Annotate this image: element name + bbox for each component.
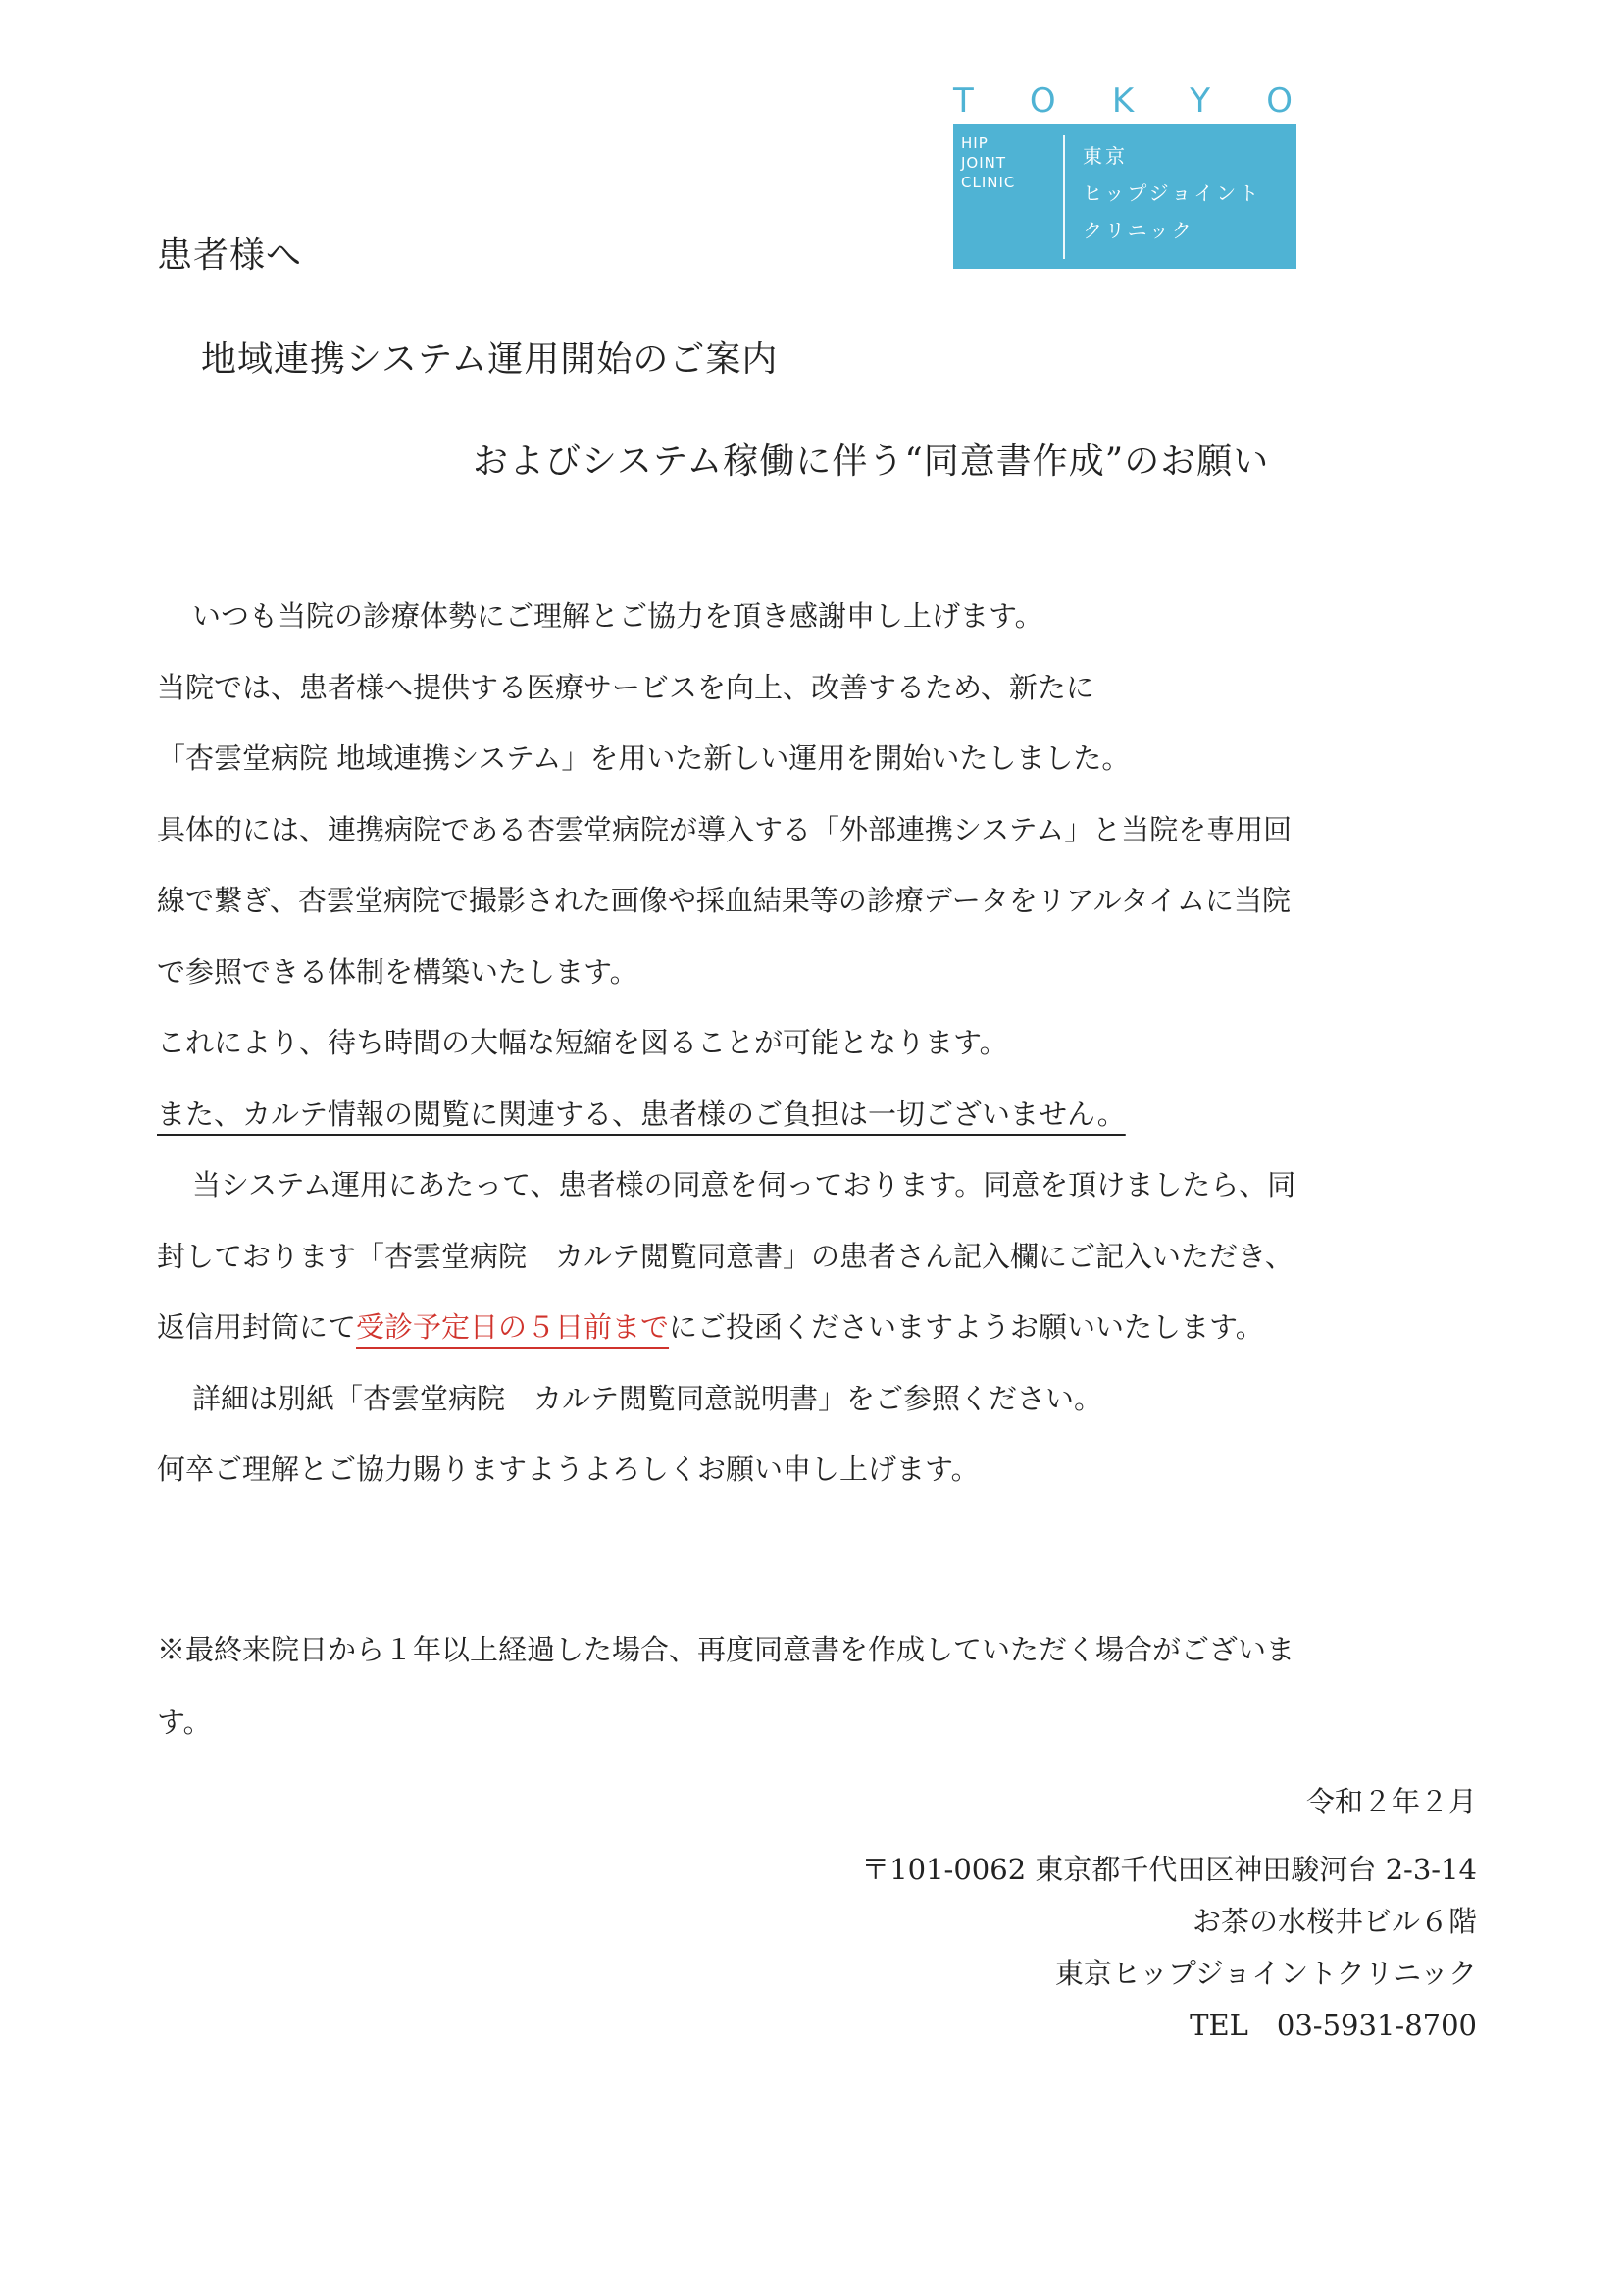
body-line: 線で繋ぎ、杏雲堂病院で撮影された画像や採血結果等の診療データをリアルタイムに当院	[157, 884, 1291, 917]
clinic-logo	[953, 81, 1296, 269]
body-line: 何卒ご理解とご協力賜りますようよろしくお願い申し上げます。	[157, 1453, 980, 1486]
body-text: にご投函くださいますようお願いいたします。	[669, 1310, 1264, 1344]
title-line-2: およびシステム稼働に伴う“同意書作成”のお願い	[473, 441, 1270, 482]
logo-letter: T	[953, 81, 974, 121]
logo-en-line: CLINIC	[961, 174, 1016, 191]
body-line: 当院では、患者様へ提供する医療サービスを向上、改善するため、新たに	[157, 670, 1094, 704]
letter-body	[157, 586, 1491, 1511]
body-line: いつも当院の診療体勢にご理解とご協力を頂き感謝申し上げます。	[192, 599, 1043, 633]
body-line: 詳細は別紙「杏雲堂病院 カルテ閲覧同意説明書」をご参照ください。	[192, 1381, 1103, 1415]
body-line: で参照できる体制を構築いたします。	[157, 954, 638, 989]
footnote	[157, 1620, 1491, 1765]
note-line: す。	[157, 1706, 212, 1739]
letter-date: 令和２年２月	[1305, 1785, 1477, 1818]
logo-en-line: HIP	[961, 134, 989, 152]
clinic-name: 東京ヒップジョイントクリニック	[1054, 1957, 1477, 1990]
address-line-2: お茶の水桜井ビル６階	[1192, 1905, 1477, 1938]
body-line: 「杏雲堂病院 地域連携システム」を用いた新しい運用を開始いたしました。	[157, 741, 1131, 775]
body-line-underlined	[157, 1085, 1491, 1156]
sender-block	[861, 1777, 1477, 2052]
body-line: 具体的には、連携病院である杏雲堂病院が導入する「外部連携システム」と当院を専用回	[157, 812, 1293, 846]
logo-en-line: JOINT	[961, 154, 1007, 172]
logo-letter: O	[1029, 81, 1056, 121]
body-text: 返信用封筒にて	[157, 1310, 357, 1344]
deadline-highlight: 受診予定日の５日前まで	[356, 1310, 670, 1344]
title-line-1: 地域連携システム運用開始のご案内	[201, 339, 779, 380]
note-line: ※最終来院日から１年以上経過した場合、再度同意書を作成していただく場合がございま	[157, 1633, 1295, 1666]
logo-letter: Y	[1190, 81, 1211, 121]
salutation: 患者様へ	[157, 235, 303, 276]
logo-english-name	[961, 133, 1015, 192]
body-line	[157, 1298, 1491, 1369]
telephone: TEL 03-5931-8700	[1190, 2009, 1477, 2042]
logo-jp-line: ヒップジョイント	[1083, 181, 1262, 205]
logo-divider	[1063, 135, 1065, 259]
logo-japanese-name	[1083, 137, 1261, 249]
logo-letter: O	[1266, 81, 1293, 121]
body-line: これにより、待ち時間の大幅な短縮を図ることが可能となります。	[157, 1026, 1008, 1059]
body-line: 当システム運用にあたって、患者様の同意を伺っております。同意を頂けましたら、同	[192, 1168, 1296, 1201]
body-line: 封しております「杏雲堂病院 カルテ閲覧同意書」の患者さん記入欄にご記入いただき、	[157, 1239, 1294, 1273]
logo-box	[953, 124, 1296, 269]
logo-wordmark	[953, 81, 1296, 121]
address-line-1: 〒101-0062 東京都千代田区神田駿河台 2-3-14	[861, 1853, 1477, 1886]
logo-letter: K	[1111, 81, 1135, 121]
logo-jp-line: クリニック	[1083, 219, 1194, 242]
no-charge-notice: また、カルテ情報の閲覧に関連する、患者様のご負担は一切ございません。	[157, 1096, 1126, 1131]
logo-jp-line: 東京	[1083, 144, 1128, 168]
